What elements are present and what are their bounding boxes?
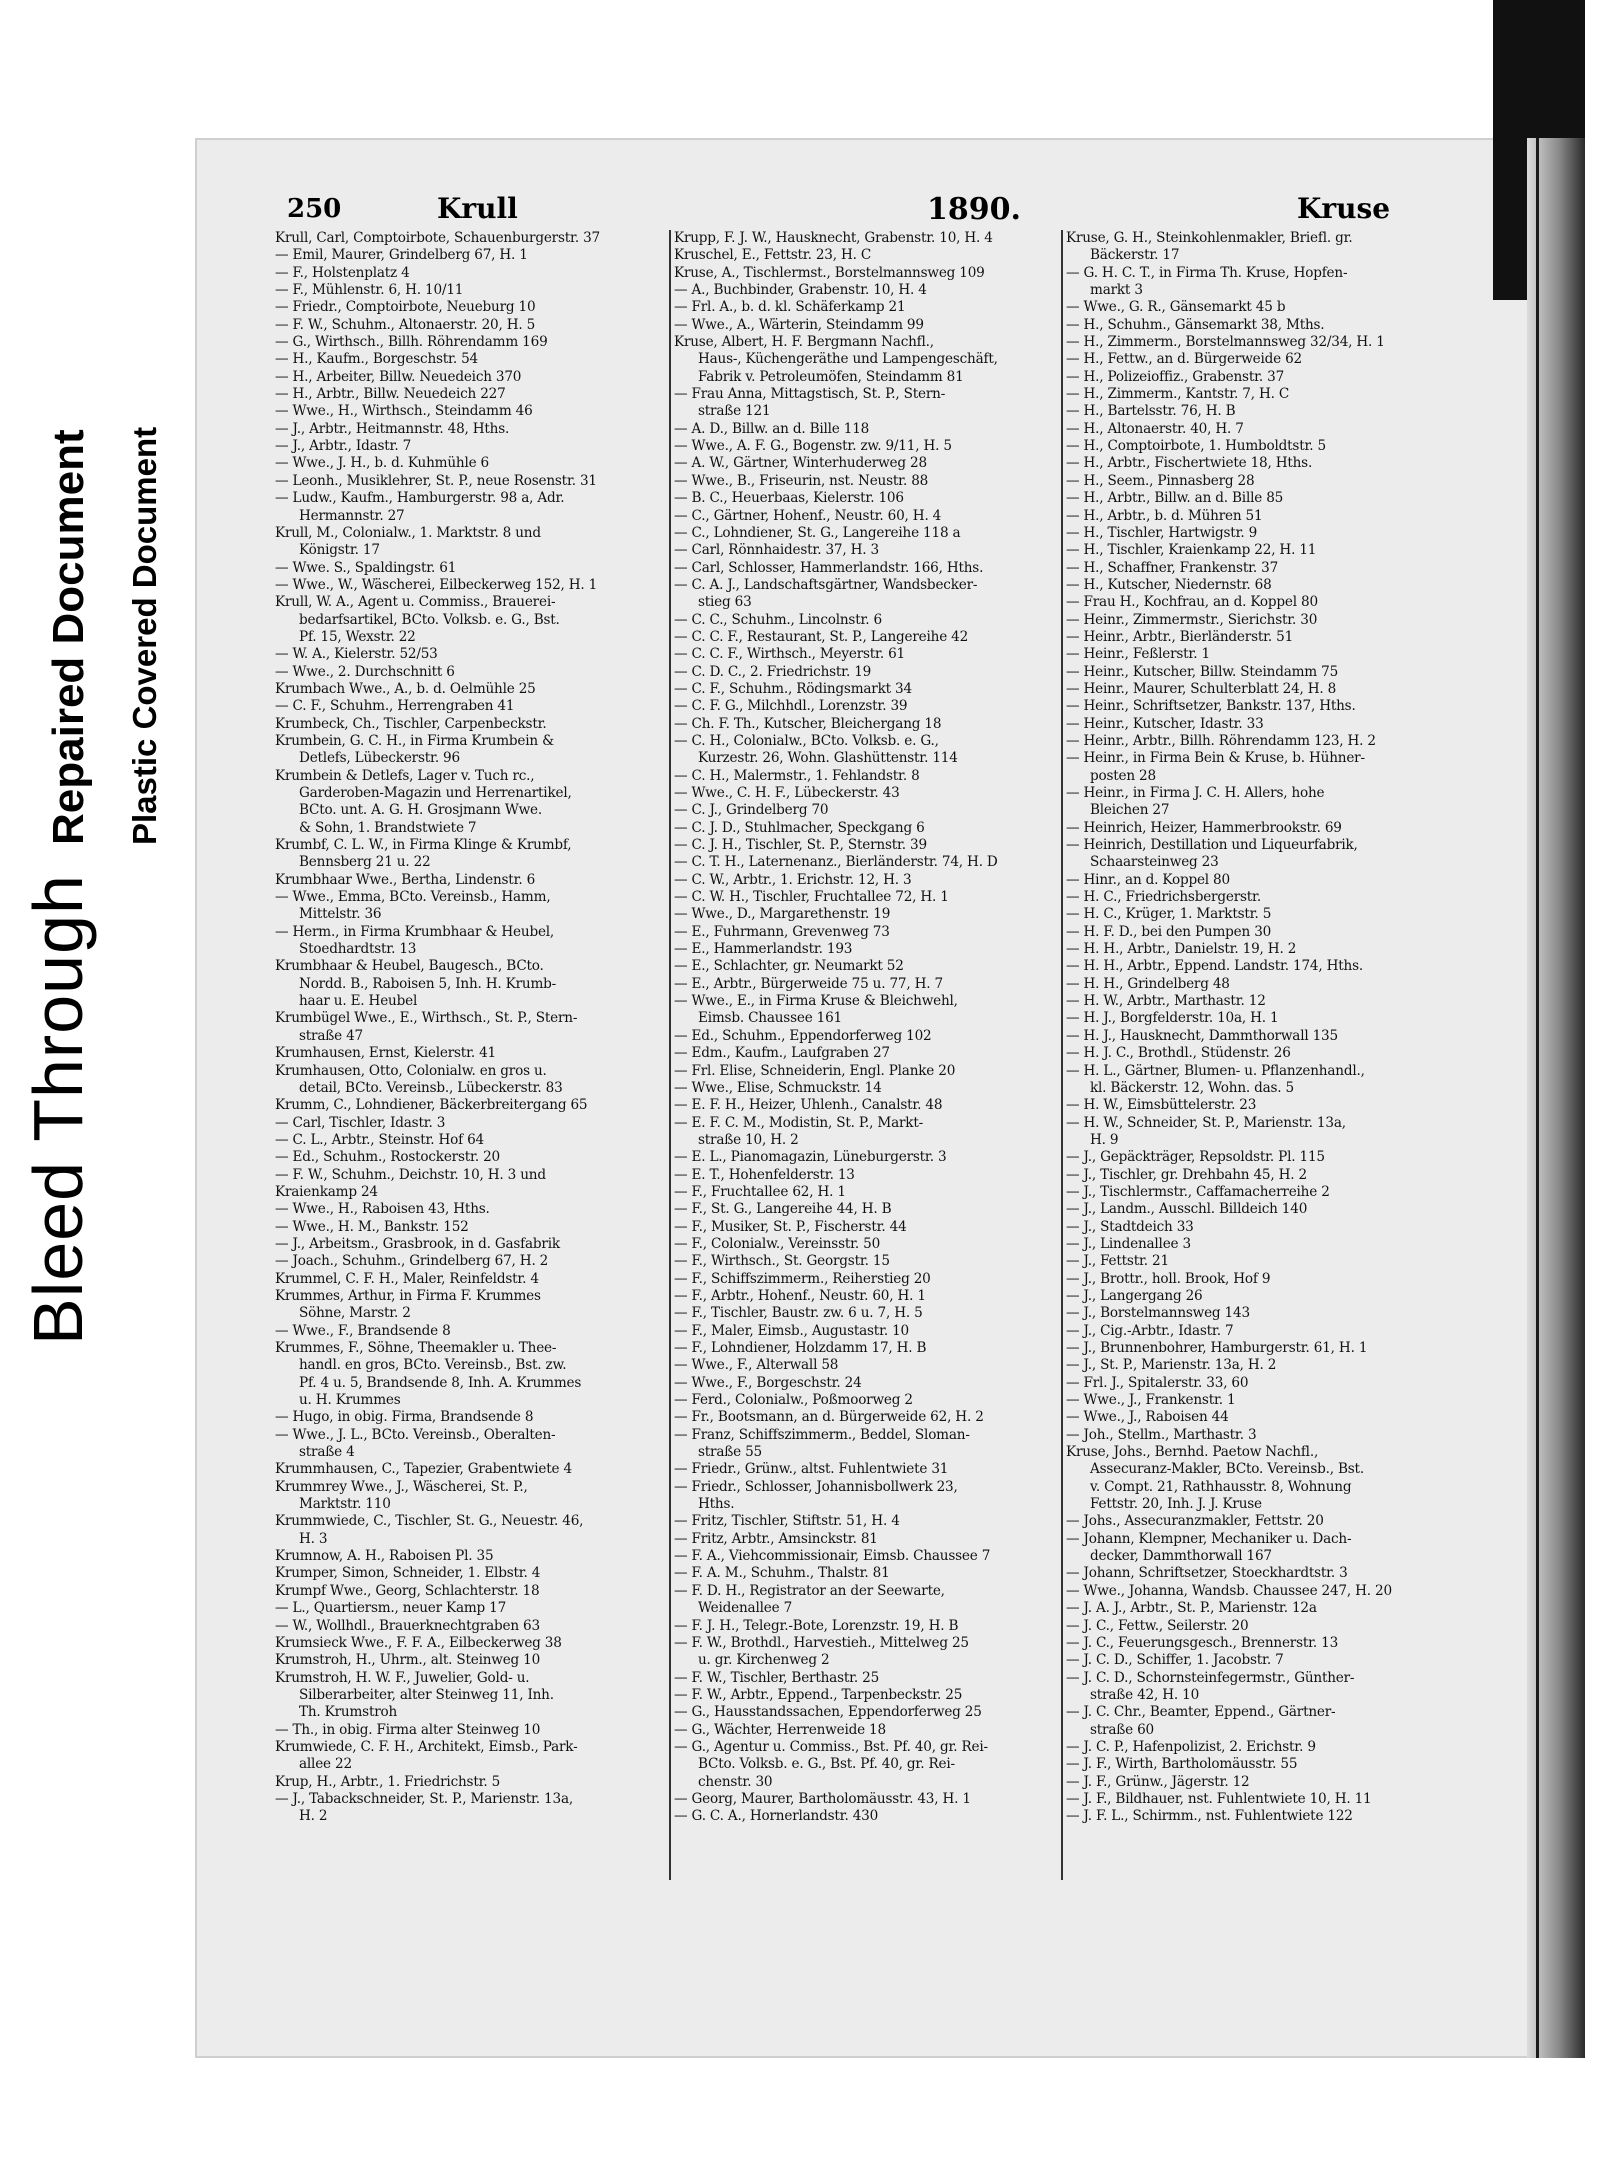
directory-entry: — H., Zimmerm., Borstelmannsweg 32/34, H. 1 [1066,334,1385,351]
directory-column-1 [275,230,667,1826]
directory-entry: — J., Tabackschneider, St. P., Marienstr. 13a, [275,1790,573,1807]
directory-entry: detail, BCto. Vereinsb., Lübeckerstr. 83 [299,1079,563,1096]
directory-entry: — C. C. F., Wirthsch., Meyerstr. 61 [674,646,905,663]
directory-entry: — Wwe., B., Friseurin, nst. Neustr. 88 [674,472,929,489]
directory-entry: Krumper, Simon, Schneider, 1. Elbstr. 4 [275,1565,541,1582]
directory-entry: Krumbhaar & Heubel, Baugesch., BCto. [275,958,544,975]
directory-entry: — E., Fuhrmann, Grevenweg 73 [674,923,890,940]
directory-entry: — F., Fruchtallee 62, H. 1 [674,1183,846,1200]
directory-entry: — H., Altonaerstr. 40, H. 7 [1066,420,1244,437]
directory-entry: — Wwe., J., Raboisen 44 [1066,1409,1229,1426]
directory-entry: markt 3 [1090,282,1143,299]
directory-entry: — Wwe., H., Wirthsch., Steindamm 46 [275,403,533,420]
directory-entry: H. 9 [1090,1131,1119,1148]
directory-entry: — Wwe., Elise, Schmuckstr. 14 [674,1079,882,1096]
directory-entry: — Friedr., Comptoirbote, Neueburg 10 [275,299,536,316]
directory-entry: — H. W., Eimsbüttelerstr. 23 [1066,1097,1257,1114]
directory-entry: Hermannstr. 27 [299,507,405,524]
directory-entry: — J., Stadtdeich 33 [1066,1218,1194,1235]
directory-entry: — J., Landm., Ausschl. Billdeich 140 [1066,1201,1308,1218]
directory-entry: — H. W., Schneider, St. P., Marienstr. 13a, [1066,1114,1346,1131]
directory-entry: — J., Tischler, gr. Drehbahn 45, H. 2 [1066,1166,1307,1183]
directory-entry: — J. F. L., Schirmm., nst. Fuhlentwiete 122 [1066,1808,1353,1825]
directory-entry: — J., Lindenallee 3 [1066,1235,1191,1252]
directory-entry: — H., Kutscher, Niedernstr. 68 [1066,576,1272,593]
right-heading: Kruse [1297,192,1391,225]
repaired-document-label: Repaired Document [44,429,93,845]
directory-entry: Th. Krumstroh [299,1704,398,1721]
directory-entry: Kruse, G. H., Steinkohlenmakler, Briefl. gr. [1066,230,1353,246]
directory-entry: — J. F., Wirth, Bartholomäusstr. 55 [1066,1756,1298,1773]
directory-entry: — H., Arbtr., b. d. Mühren 51 [1066,507,1263,524]
directory-entry: — Hugo, in obig. Firma, Brandsende 8 [275,1409,534,1426]
directory-entry: — Wwe., A., Wärterin, Steindamm 99 [674,316,924,333]
directory-entry: allee 22 [299,1756,352,1773]
directory-entry: — C. H., Malermstr., 1. Fehlandstr. 8 [674,767,920,784]
directory-entry: — Ferd., Colonialw., Poßmoorweg 2 [674,1392,913,1409]
directory-entry: — H. J. C., Brothdl., Stüdenstr. 26 [1066,1045,1291,1062]
directory-entry: — Heinr., Arbtr., Billh. Röhrendamm 123, H. 2 [1066,732,1376,749]
directory-entry: — Wwe., E., in Firma Kruse & Bleichwehl, [674,993,958,1010]
directory-entry: — F. D. H., Registrator an der Seewarte, [674,1582,945,1599]
directory-entry: — Heinr., Maurer, Schulterblatt 24, H. 8 [1066,680,1337,697]
directory-entry: — Hinr., an d. Koppel 80 [1066,871,1230,888]
directory-entry: — E., Arbtr., Bürgerweide 75 u. 77, H. 7 [674,975,943,992]
directory-entry: Pf. 15, Wexstr. 22 [299,628,416,645]
directory-entry: posten 28 [1090,767,1156,784]
directory-entry: BCto. unt. A. G. H. Grosjmann Wwe. [299,802,543,819]
directory-entry: — Carl, Tischler, Idastr. 3 [275,1114,446,1131]
directory-entry: Bennsberg 21 u. 22 [299,854,431,871]
directory-entry: — J., Gepäckträger, Repsoldstr. Pl. 115 [1066,1149,1325,1166]
directory-entry: — F. A., Viehcommissionair, Eimsb. Chaussee 7 [674,1548,991,1565]
directory-entry: — J., Brunnenbohrer, Hamburgerstr. 61, H. 1 [1066,1340,1368,1356]
directory-entry: Krumbeck, Ch., Tischler, Carpenbeckstr. [275,715,547,732]
directory-entry: — F. W., Schuhm., Altonaerstr. 20, H. 5 [275,316,536,333]
directory-entry: — Leonh., Musiklehrer, St. P., neue Rosenstr. 31 [275,472,597,489]
directory-entry: Krummes, Arthur, in Firma F. Krummes [275,1287,541,1304]
directory-entry: Kruse, Johs., Bernhd. Paetow Nachfl., [1066,1444,1319,1461]
directory-entry: — G. C. A., Hornerlandstr. 430 [674,1808,879,1825]
directory-entry: Krummel, C. F. H., Maler, Reinfeldstr. 4 [275,1270,539,1287]
bleed-through-label: Bleed Through [19,874,97,1345]
directory-entry: Krumbhaar Wwe., Bertha, Lindenstr. 6 [275,871,536,888]
directory-entry: — G., Wirthsch., Billh. Röhrendamm 169 [275,334,548,351]
directory-entry: Krumwiede, C. F. H., Architekt, Eimsb., Park- [275,1738,578,1755]
directory-entry: — F., Mühlenstr. 6, H. 10/11 [275,282,464,299]
directory-entry: — G. H. C. T., in Firma Th. Kruse, Hopfen- [1066,264,1348,281]
directory-entry: chenstr. 30 [698,1773,773,1790]
directory-entry: — G., Agentur u. Commiss., Bst. Pf. 40, gr. Rei- [674,1738,988,1755]
directory-entry: — F., Schiffszimmerm., Reiherstieg 20 [674,1270,931,1287]
directory-entry: — F. A. M., Schuhm., Thalstr. 81 [674,1565,890,1582]
directory-entry: straße 10, H. 2 [698,1131,799,1148]
directory-entry: — E., Hammerlandstr. 193 [674,941,853,958]
directory-entry: — J., Arbtr., Idastr. 7 [275,438,412,455]
directory-entry: — F. W., Arbtr., Eppend., Tarpenbeckstr. 25 [674,1686,963,1703]
directory-entry: straße 60 [1090,1721,1154,1738]
directory-entry: Kurzestr. 26, Wohn. Glashüttenstr. 114 [698,750,958,767]
directory-entry: — Wwe., W., Wäscherei, Eilbeckerweg 152, H. 1 [275,576,598,593]
year-heading: 1890. [927,192,1021,227]
directory-entry: — F., Arbtr., Hohenf., Neustr. 60, H. 1 [674,1287,926,1304]
directory-entry: — J., Cig.-Arbtr., Idastr. 7 [1066,1322,1234,1339]
directory-entry: Krummwiede, C., Tischler, St. G., Neuestr. 46, [275,1513,584,1530]
directory-entry: u. H. Krummes [299,1392,401,1409]
directory-entry: — C. J., Grindelberg 70 [674,802,829,819]
directory-entry: — H., Tischler, Kraienkamp 22, H. 11 [1066,542,1317,559]
directory-entry: u. gr. Kirchenweg 2 [698,1652,830,1669]
directory-entry: — C. F. G., Milchhdl., Lorenzstr. 39 [674,698,908,715]
directory-entry: — E. T., Hohenfelderstr. 13 [674,1166,855,1183]
directory-entry: Kruse, Albert, H. F. Bergmann Nachfl., [674,334,934,351]
directory-entry: Krull, W. A., Agent u. Commiss., Brauerei- [275,594,556,611]
directory-entry: — Heinr., Arbtr., Bierländerstr. 51 [1066,628,1294,645]
directory-entry: Krummes, F., Söhne, Theemakler u. Thee- [275,1340,557,1356]
column-divider [669,230,671,1880]
directory-entry: — Johann, Schriftsetzer, Stoeckhardtstr. 3 [1066,1565,1348,1582]
directory-entry: — F., Holstenplatz 4 [275,264,410,281]
directory-entry: — Wwe., J. L., BCto. Vereinsb., Oberalten- [275,1426,556,1443]
page-number: 250 [287,194,342,224]
directory-entry: Bäckerstr. 17 [1090,247,1180,264]
directory-entry: — F., Wirthsch., St. Georgstr. 15 [674,1253,890,1270]
scanned-page [195,138,1585,2058]
page-edge [1536,138,1539,2058]
directory-entry: — Wwe., F., Borgeschstr. 24 [674,1374,862,1391]
directory-entry: — G., Wächter, Herrenweide 18 [674,1721,886,1738]
directory-entry: — E., Schlachter, gr. Neumarkt 52 [674,958,904,975]
directory-entry: — W. A., Kielerstr. 52/53 [275,646,438,663]
directory-entry: — W., Wollhdl., Brauerknechtgraben 63 [275,1617,540,1634]
directory-entry: — H., Schaffner, Frankenstr. 37 [1066,559,1279,576]
directory-entry: — Wwe., 2. Durchschnitt 6 [275,663,455,680]
directory-entry: — Heinr., Kutscher, Idastr. 33 [1066,715,1264,732]
directory-entry: — J. C. D., Schiffer, 1. Jacobstr. 7 [1066,1652,1284,1669]
directory-entry: Krumsieck Wwe., F. F. A., Eilbeckerweg 38 [275,1634,562,1651]
directory-entry: — B. C., Heuerbaas, Kielerstr. 106 [674,490,904,507]
directory-entry: — C. F., Schuhm., Herrengraben 41 [275,698,515,715]
directory-entry: Krumhausen, Ernst, Kielerstr. 41 [275,1045,497,1062]
directory-entry: — J., Arbeitsm., Grasbrook, in d. Gasfabrik [275,1235,560,1252]
directory-entry: — Heinr., Feßlerstr. 1 [1066,646,1210,663]
directory-entry: — Heinrich, Destillation und Liqueurfabrik, [1066,837,1358,854]
directory-entry: — Wwe., H., Raboisen 43, Hths. [275,1201,490,1218]
directory-entry: Krumstroh, H. W. F., Juwelier, Gold- u. [275,1669,530,1686]
directory-entry: Krup, H., Arbtr., 1. Friedrichstr. 5 [275,1773,501,1790]
directory-entry: — H., Arbtr., Billw. an d. Bille 85 [1066,490,1284,507]
directory-entry: — Carl, Schlosser, Hammerlandstr. 166, Hths. [674,559,984,576]
directory-entry: — C. W., Arbtr., 1. Erichstr. 12, H. 3 [674,871,912,888]
directory-entry: — Wwe., Johanna, Wandsb. Chaussee 247, H. 20 [1066,1582,1392,1599]
directory-entry: — C. J. H., Tischler, St. P., Sternstr. 39 [674,837,927,854]
directory-entry: — H., Arbtr., Fischertwiete 18, Hths. [1066,455,1313,472]
directory-entry: Krumbein, G. C. H., in Firma Krumbein & [275,732,554,749]
directory-entry: & Sohn, 1. Brandstwiete 7 [299,819,477,836]
directory-entry: — G., Hausstandssachen, Eppendorferweg 25 [674,1704,982,1721]
directory-entry: — Wwe., F., Alterwall 58 [674,1357,839,1374]
directory-entry: — F., Maler, Eimsb., Augustastr. 10 [674,1322,910,1339]
directory-entry: — Th., in obig. Firma alter Steinweg 10 [275,1721,541,1738]
directory-entry: — Heinr., in Firma Bein & Kruse, b. Hühner- [1066,750,1365,767]
directory-entry: Fabrik v. Petroleumöfen, Steindamm 81 [698,368,964,385]
directory-entry: — H., Comptoirbote, 1. Humboldtstr. 5 [1066,438,1326,455]
directory-entry: — H. F. D., bei den Pumpen 30 [1066,923,1272,940]
directory-entry: — H., Arbeiter, Billw. Neuedeich 370 [275,368,522,385]
directory-entry: — Frl. J., Spitalerstr. 33, 60 [1066,1374,1249,1391]
directory-entry: — Frau H., Kochfrau, an d. Koppel 80 [1066,594,1318,611]
directory-entry: Nordd. B., Raboisen 5, Inh. H. Krumb- [299,975,557,992]
directory-entry: — H. H., Arbtr., Eppend. Landstr. 174, Hths. [1066,958,1363,975]
directory-entry: — C. F., Schuhm., Rödingsmarkt 34 [674,680,912,697]
directory-entry: — Fr., Bootsmann, an d. Bürgerweide 62, H. 2 [674,1409,984,1426]
directory-entry: H. 3 [299,1530,328,1547]
directory-entry: Söhne, Marstr. 2 [299,1305,411,1322]
directory-entry: Haus-, Küchengeräthe und Lampengeschäft, [698,351,998,368]
directory-entry: — H., Tischler, Hartwigstr. 9 [1066,524,1258,541]
directory-entry: — H., Seem., Pinnasberg 28 [1066,472,1255,489]
directory-entry: — Heinr., Zimmermstr., Sierichstr. 30 [1066,611,1318,628]
directory-entry: Kruschel, E., Fettstr. 23, H. C [674,247,872,264]
directory-entry: — C. J. D., Stuhlmacher, Speckgang 6 [674,819,925,836]
directory-entry: — H. C., Krüger, 1. Marktstr. 5 [1066,906,1272,923]
directory-entry: — J. A. J., Arbtr., St. P., Marienstr. 12a [1066,1600,1317,1617]
directory-entry: — C. D. C., 2. Friedrichstr. 19 [674,663,872,680]
directory-entry: Kraienkamp 24 [275,1183,378,1200]
directory-entry: — J. F., Grünw., Jägerstr. 12 [1066,1773,1250,1790]
directory-entry: — A., Buchbinder, Grabenstr. 10, H. 4 [674,282,927,299]
directory-entry: — H. C., Friedrichsbergerstr. [1066,889,1261,906]
directory-entry: — Joh., Stellm., Marthastr. 3 [1066,1426,1257,1443]
directory-entry: Krull, Carl, Comptoirbote, Schauenburgerstr. 37 [275,230,600,246]
directory-entry: — Wwe., J. H., b. d. Kuhmühle 6 [275,455,490,472]
directory-entry: — Wwe., Emma, BCto. Vereinsb., Hamm, [275,889,551,906]
directory-entry: — C., Gärtner, Hohenf., Neustr. 60, H. 4 [674,507,942,524]
directory-entry: Pf. 4 u. 5, Brandsende 8, Inh. A. Krummes [299,1374,582,1391]
directory-entry: — J., Arbtr., Heitmannstr. 48, Hths. [275,420,510,437]
directory-entry: — H., Polizeioffiz., Grabenstr. 37 [1066,368,1285,385]
directory-entry: — Frl. A., b. d. kl. Schäferkamp 21 [674,299,906,316]
directory-entry: — C. W. H., Tischler, Fruchtallee 72, H. 1 [674,889,949,906]
directory-entry: — F., Musiker, St. P., Fischerstr. 44 [674,1218,907,1235]
directory-entry: Kruse, A., Tischlermst., Borstelmannsweg 109 [674,264,985,281]
directory-column-3 [1066,230,1458,1826]
directory-entry: — Franz, Schiffszimmerm., Beddel, Sloman- [674,1426,970,1443]
directory-entry: — J. C., Feuerungsgesch., Brennerstr. 13 [1066,1634,1339,1651]
directory-entry: — C. A. J., Landschaftsgärtner, Wandsbecker- [674,576,978,593]
directory-entry: — Heinr., Schriftsetzer, Bankstr. 137, Hths. [1066,698,1356,715]
directory-entry: v. Compt. 21, Rathhausstr. 8, Wohnung [1090,1478,1352,1495]
directory-entry: — Edm., Kaufm., Laufgraben 27 [674,1045,890,1062]
directory-entry: — E. F. C. M., Modistin, St. P., Markt- [674,1114,923,1131]
directory-entry: — J., Fettstr. 21 [1066,1253,1169,1270]
directory-entry: — J. C. P., Hafenpolizist, 2. Erichstr. 9 [1066,1738,1316,1755]
directory-entry: — H., Kaufm., Borgeschstr. 54 [275,351,478,368]
directory-entry: — F., Tischler, Baustr. zw. 6 u. 7, H. 5 [674,1305,923,1322]
directory-entry: — C. C. F., Restaurant, St. P., Langereihe 42 [674,628,969,645]
directory-entry: Krummhausen, C., Tapezier, Grabentwiete 4 [275,1461,572,1478]
directory-entry: — Fritz, Tischler, Stiftstr. 51, H. 4 [674,1513,900,1530]
directory-entry: Mittelstr. 36 [299,906,382,923]
directory-entry: Krumpf Wwe., Georg, Schlachterstr. 18 [275,1582,540,1599]
directory-entry: — Ed., Schuhm., Eppendorferweg 102 [674,1027,932,1044]
directory-entry: — E. L., Pianomagazin, Lüneburgerstr. 3 [674,1149,947,1166]
directory-entry: Garderoben-Magazin und Herrenartikel, [299,785,572,801]
directory-entry: — C. C., Schuhm., Lincolnstr. 6 [674,611,882,628]
directory-entry: — Ludw., Kaufm., Hamburgerstr. 98 a, Adr. [275,490,565,507]
directory-entry: — J. C. Chr., Beamter, Eppend., Gärtner- [1066,1704,1336,1721]
directory-entry: H. 2 [299,1808,328,1825]
directory-entry: Krumbf, C. L. W., in Firma Klinge & Krumbf, [275,837,572,854]
directory-entry: — H. W., Arbtr., Marthastr. 12 [1066,993,1266,1010]
directory-entry: — J., Tischlermstr., Caffamacherreihe 2 [1066,1183,1330,1200]
directory-entry: — Ch. F. Th., Kutscher, Bleichergang 18 [674,715,942,732]
directory-entry: Krumbein & Detlefs, Lager v. Tuch rc., [275,767,535,784]
directory-entry: Krumnow, A. H., Raboisen Pl. 35 [275,1548,494,1565]
directory-entry: — Wwe., H. M., Bankstr. 152 [275,1218,469,1235]
directory-entry: — J. C., Fettw., Seilerstr. 20 [1066,1617,1249,1634]
directory-entry: stieg 63 [698,594,752,611]
directory-entry: — H., Schuhm., Gänsemarkt 38, Mths. [1066,316,1325,333]
directory-entry: decker, Dammthorwall 167 [1090,1548,1272,1565]
directory-entry: — H. J., Borgfelderstr. 10a, H. 1 [1066,1010,1279,1027]
directory-entry: — Wwe., J., Frankenstr. 1 [1066,1392,1236,1409]
directory-entry: — C. L., Arbtr., Steinstr. Hof 64 [275,1131,485,1148]
directory-entry: — E. F. H., Heizer, Uhlenh., Canalstr. 48 [674,1097,943,1114]
directory-entry: Krull, M., Colonialw., 1. Marktstr. 8 und [275,524,541,541]
directory-entry: — F. W., Tischler, Berthastr. 25 [674,1669,880,1686]
directory-entry: — H., Fettw., an d. Bürgerweide 62 [1066,351,1302,368]
directory-entry: — H., Arbtr., Billw. Neuedeich 227 [275,386,506,403]
directory-entry: — Carl, Rönnhaidestr. 37, H. 3 [674,542,879,559]
directory-entry: — F., Colonialw., Vereinsstr. 50 [674,1235,881,1252]
directory-entry: — Wwe., C. H. F., Lübeckerstr. 43 [674,785,900,801]
directory-entry: — Heinr., in Firma J. C. H. Allers, hohe [1066,785,1325,801]
directory-entry: — Wwe., G. R., Gänsemarkt 45 b [1066,299,1286,316]
directory-entry: — J., Brottr., holl. Brook, Hof 9 [1066,1270,1271,1287]
directory-entry: — Emil, Maurer, Grindelberg 67, H. 1 [275,247,528,264]
directory-entry: — C., Lohndiener, St. G., Langereihe 118 a [674,524,961,541]
directory-entry: — H. H., Arbtr., Danielstr. 19, H. 2 [1066,941,1297,958]
directory-entry: Krumbach Wwe., A., b. d. Oelmühle 25 [275,680,536,697]
directory-entry: — H., Zimmerm., Kantstr. 7, H. C [1066,386,1290,403]
page-header [287,190,1517,230]
directory-entry: — J. F., Bildhauer, nst. Fuhlentwiete 10, H. 11 [1066,1790,1372,1807]
directory-entry: Fettstr. 20, Inh. J. J. Kruse [1090,1496,1262,1513]
directory-entry: — Wwe. S., Spaldingstr. 61 [275,559,457,576]
directory-entry: Weidenallee 7 [698,1600,793,1617]
directory-entry: Krummrey Wwe., J., Wäscherei, St. P., [275,1478,528,1495]
directory-entry: — L., Quartiersm., neuer Kamp 17 [275,1600,507,1617]
directory-entry: kl. Bäckerstr. 12, Wohn. das. 5 [1090,1079,1294,1096]
directory-entry: — F. W., Schuhm., Deichstr. 10, H. 3 und [275,1166,546,1183]
directory-entry: straße 42, H. 10 [1090,1686,1200,1703]
directory-entry: — Fritz, Arbtr., Amsinckstr. 81 [674,1530,878,1547]
directory-entry: Assecuranz-Makler, BCto. Vereinsb., Bst. [1090,1461,1364,1478]
directory-entry: straße 4 [299,1444,355,1461]
directory-entry: handl. en gros, BCto. Vereinsb., Bst. zw. [299,1357,567,1374]
directory-entry: — Heinrich, Heizer, Hammerbrookstr. 69 [1066,819,1342,836]
directory-entry: Krumm, C., Lohndiener, Bäckerbreitergang 65 [275,1097,588,1114]
directory-entry: — Joach., Schuhm., Grindelberg 67, H. 2 [275,1253,549,1270]
directory-entry: haar u. E. Heubel [299,993,418,1010]
directory-entry: Marktstr. 110 [299,1496,391,1513]
directory-entry: — H. L., Gärtner, Blumen- u. Pflanzenhandl., [1066,1062,1365,1079]
left-heading: Krull [437,192,518,225]
directory-entry: Königstr. 17 [299,542,380,559]
directory-entry: — A. D., Billw. an d. Bille 118 [674,420,870,437]
directory-entry: — Friedr., Schlosser, Johannisbollwerk 23, [674,1478,958,1495]
directory-entry: — Frl. Elise, Schneiderin, Engl. Planke 20 [674,1062,956,1079]
directory-entry: straße 121 [698,403,771,420]
directory-entry: — Wwe., D., Margarethenstr. 19 [674,906,891,923]
directory-entry: Krumbügel Wwe., E., Wirthsch., St. P., Stern- [275,1010,578,1027]
directory-entry: — Heinr., Kutscher, Billw. Steindamm 75 [1066,663,1339,680]
directory-entry: Stoedhardtstr. 13 [299,941,417,958]
directory-entry: straße 55 [698,1444,762,1461]
directory-entry: — J., St. P., Marienstr. 13a, H. 2 [1066,1357,1277,1374]
directory-entry: — Herm., in Firma Krumbhaar & Heubel, [275,923,555,940]
directory-entry: — Ed., Schuhm., Rostockerstr. 20 [275,1149,500,1166]
directory-entry: BCto. Volksb. e. G., Bst. Pf. 40, gr. Rei- [698,1756,955,1773]
directory-entry: Krumstroh, H., Uhrm., alt. Steinweg 10 [275,1652,541,1669]
directory-entry: Krupp, F. J. W., Hausknecht, Grabenstr. 10, H. 4 [674,230,993,246]
directory-entry: — H. J., Hausknecht, Dammthorwall 135 [1066,1027,1338,1044]
directory-entry: — C. T. H., Laternenanz., Bierländerstr. 74, H. D [674,854,998,871]
directory-entry: Silberarbeiter, alter Steinweg 11, Inh. [299,1686,554,1703]
directory-entry: — Wwe., A. F. G., Bogenstr. zw. 9/11, H. 5 [674,438,952,455]
directory-entry: — Wwe., F., Brandsende 8 [275,1322,451,1339]
directory-entry: — F. J. H., Telegr.-Bote, Lorenzstr. 19, H. B [674,1617,959,1634]
directory-entry: — F., Lohndiener, Holzdamm 17, H. B [674,1340,927,1356]
directory-entry: Eimsb. Chaussee 161 [698,1010,843,1027]
directory-entry: — Johann, Klempner, Mechaniker u. Dach- [1066,1530,1352,1547]
directory-entry: — A. W., Gärtner, Winterhuderweg 28 [674,455,927,472]
directory-entry: Bleichen 27 [1090,802,1170,819]
directory-entry: Hths. [698,1496,735,1513]
plastic-covered-label: Plastic Covered Document [126,426,163,845]
directory-entry: — Johs., Assecuranzmakler, Fettstr. 20 [1066,1513,1324,1530]
directory-entry: — Georg, Maurer, Bartholomäusstr. 43, H. 1 [674,1790,971,1807]
directory-entry: — J., Langergang 26 [1066,1287,1203,1304]
directory-column-2 [674,230,1066,1826]
directory-entry: straße 47 [299,1027,363,1044]
directory-entry: Schaarsteinweg 23 [1090,854,1219,871]
directory-entry: Detlefs, Lübeckerstr. 96 [299,750,460,767]
directory-entry: — F. W., Brothdl., Harvestieh., Mittelweg 25 [674,1634,969,1651]
directory-entry: Krumhausen, Otto, Colonialw. en gros u. [275,1062,547,1079]
directory-entry: — H. H., Grindelberg 48 [1066,975,1230,992]
directory-entry: — Frau Anna, Mittagstisch, St. P., Stern- [674,386,946,403]
directory-entry: — Friedr., Grünw., altst. Fuhlentwiete 31 [674,1461,949,1478]
directory-entry: — F., St. G., Langereihe 44, H. B [674,1201,892,1218]
directory-entry: — J., Borstelmannsweg 143 [1066,1305,1250,1322]
directory-entry: bedarfsartikel, BCto. Volksb. e. G., Bst. [299,611,560,628]
directory-entry: — C. H., Colonialw., BCto. Volksb. e. G., [674,732,939,749]
directory-entry: — J. C. D., Schornsteinfegermstr., Günther- [1066,1669,1355,1686]
directory-entry: — H., Bartelsstr. 76, H. B [1066,403,1236,420]
